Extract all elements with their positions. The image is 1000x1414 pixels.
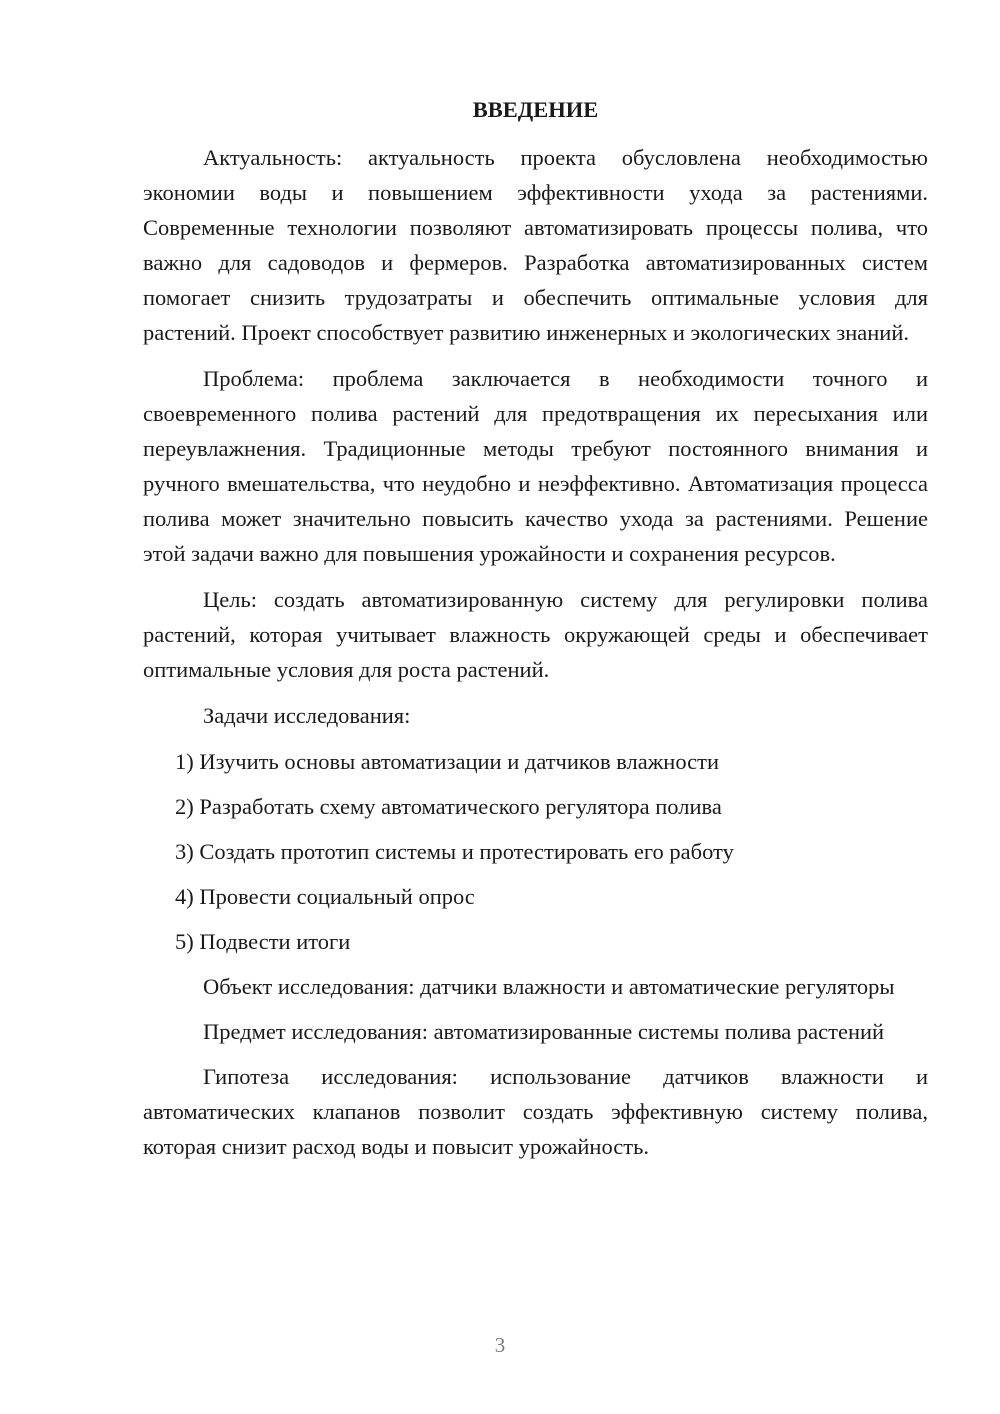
page-title: ВВЕДЕНИЕ [472, 97, 599, 122]
list-item: 5) Подвести итоги [175, 929, 351, 954]
paragraph-hypothesis: Гипотеза исследования: использование датчиков влажности и автоматических клапанов позволит создать эффективную систему полива, которая снизит расход воды и повысит урожайность. [143, 1064, 928, 1159]
list-item: 2) Разработать схему автоматического регулятора полива [175, 794, 722, 819]
paragraph-problem: Проблема: проблема заключается в необходимости точного и своевременного полива растений для предотвращения их пересыхания или переувлажнения. Традиционные методы требуют постоянного внимания и ручного вмешательства, что неудобно и неэффективно. Автоматизация процесса полива может значительно повысить качество ухода за растениями. Решение этой задачи важно для повышения урожайности и сохранения ресурсов. [143, 366, 928, 566]
tasks-title: Задачи исследования: [203, 703, 411, 728]
paragraph-relevance: Актуальность: актуальность проекта обусловлена необходимостью экономии воды и повышением эффективности ухода за растениями. Современные технологии позволяют автоматизировать процессы полива, что важно для садоводов и фермеров. Разработка автоматизированных систем помогает снизить трудозатраты и обеспечить оптимальные условия для растений. Проект способствует развитию инженерных и экологических знаний. [143, 145, 928, 345]
paragraph-goal: Цель: создать автоматизированную систему для регулировки полива растений, которая учитывает влажность окружающей среды и обеспечивает оптимальные условия для роста растений. [143, 587, 928, 682]
list-item: 1) Изучить основы автоматизации и датчиков влажности [175, 749, 719, 774]
document-page [143, 92, 928, 1175]
paragraph-object: Объект исследования: датчики влажности и автоматические регуляторы [203, 974, 895, 999]
list-item: 3) Создать прототип системы и протестировать его работу [175, 839, 734, 864]
paragraph-subject: Предмет исследования: автоматизированные системы полива растений [203, 1019, 885, 1044]
task-list [143, 744, 928, 959]
list-item: 4) Провести социальный опрос [175, 884, 475, 909]
page-number: 3 [494, 1333, 506, 1357]
